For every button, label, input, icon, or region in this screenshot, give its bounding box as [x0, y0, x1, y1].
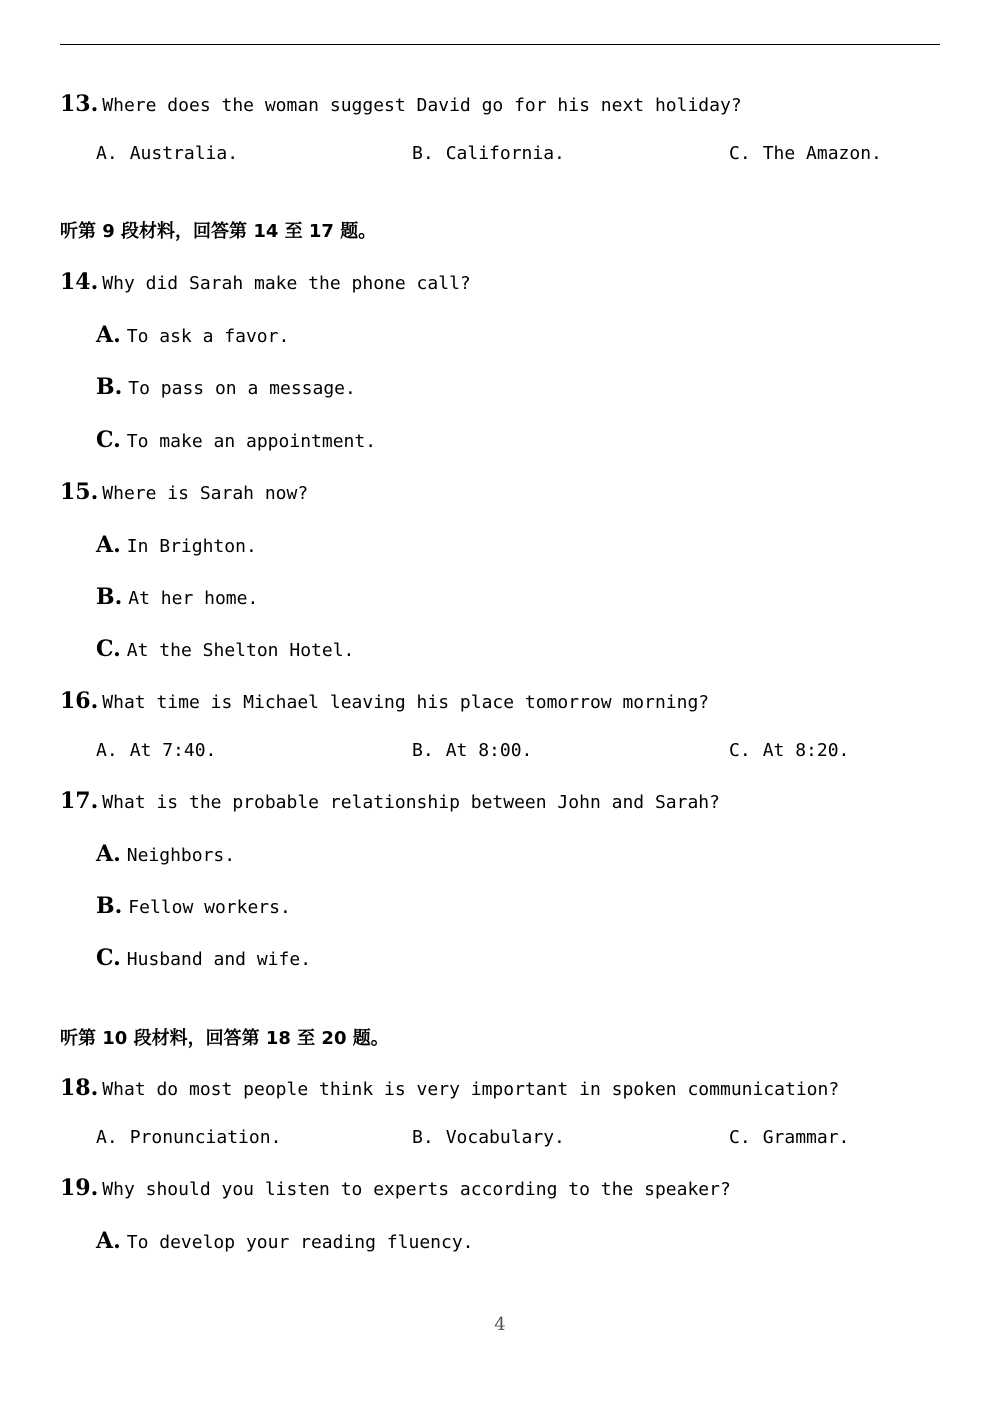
option-17c [96, 946, 311, 972]
option-text: The Amazon. [762, 143, 882, 164]
option-17b [96, 894, 291, 920]
option-letter: B. [96, 893, 123, 919]
option-letter: A. [96, 143, 118, 164]
option-letter: C. [729, 740, 751, 761]
question-16 [60, 689, 709, 715]
option-text: Grammar. [762, 1127, 850, 1148]
question-19 [60, 1176, 731, 1202]
section-heading-10: 听第 10 段材料，回答第 18 至 20 题。 [60, 1028, 389, 1049]
question-17 [60, 789, 720, 815]
option-text: At 8:20. [762, 740, 850, 761]
option-letter: A. [96, 1127, 118, 1148]
question-number: 16. [60, 688, 99, 714]
option-14b [96, 375, 356, 401]
question-text: What do most people think is very important in spoken communication? [102, 1079, 840, 1100]
question-text: Why did Sarah make the phone call? [102, 273, 471, 294]
option-text: Husband and wife. [126, 949, 312, 970]
option-letter: C. [729, 1127, 751, 1148]
option-text: To make an appointment. [126, 431, 377, 452]
option-text: In Brighton. [126, 536, 257, 557]
option-text: At 7:40. [129, 740, 217, 761]
option-text: To ask a favor. [126, 326, 290, 347]
option-16a [96, 739, 216, 763]
option-16c [729, 739, 849, 763]
question-text: Why should you listen to experts according to the speaker? [102, 1179, 731, 1200]
option-letter: C. [729, 143, 751, 164]
question-text: What time is Michael leaving his place tomorrow morning? [102, 692, 710, 713]
option-text: To develop your reading fluency. [126, 1232, 474, 1253]
option-text: Vocabulary. [445, 1127, 565, 1148]
question-13 [60, 92, 742, 118]
question-number: 13. [60, 91, 99, 117]
option-text: Fellow workers. [128, 897, 291, 918]
option-16b [412, 739, 532, 763]
option-letter: B. [96, 374, 123, 400]
question-18 [60, 1076, 839, 1102]
option-17a [96, 842, 235, 868]
question-14 [60, 270, 471, 296]
option-14a [96, 323, 289, 349]
question-number: 17. [60, 788, 99, 814]
question-text: Where does the woman suggest David go for his next holiday? [102, 95, 742, 116]
option-letter: A. [96, 1228, 121, 1254]
option-letter: B. [412, 1127, 434, 1148]
option-13c [729, 142, 882, 166]
option-14c [96, 428, 376, 454]
option-letter: A. [96, 841, 121, 867]
option-13a [96, 142, 238, 166]
option-letter: C. [96, 427, 121, 453]
question-number: 18. [60, 1075, 99, 1101]
option-15c [96, 637, 354, 663]
option-text: At the Shelton Hotel. [126, 640, 355, 661]
question-number: 19. [60, 1175, 99, 1201]
question-number: 14. [60, 269, 99, 295]
option-15b [96, 585, 258, 611]
option-text: Neighbors. [126, 845, 236, 866]
page-number: 4 [494, 1314, 506, 1335]
option-18c [729, 1126, 849, 1150]
option-18b [412, 1126, 565, 1150]
header-rule [60, 44, 940, 45]
section-heading-9: 听第 9 段材料，回答第 14 至 17 题。 [60, 221, 377, 242]
question-15 [60, 480, 308, 506]
option-letter: A. [96, 740, 118, 761]
option-19a [96, 1229, 474, 1255]
option-text: To pass on a message. [128, 378, 356, 399]
option-letter: C. [96, 945, 121, 971]
option-letter: A. [96, 322, 121, 348]
option-18a [96, 1126, 281, 1150]
option-letter: C. [96, 636, 121, 662]
option-text: California. [445, 143, 565, 164]
option-text: At her home. [128, 588, 259, 609]
option-text: Australia. [129, 143, 239, 164]
option-13b [412, 142, 565, 166]
option-letter: A. [96, 532, 121, 558]
option-15a [96, 533, 257, 559]
option-letter: B. [412, 143, 434, 164]
option-text: Pronunciation. [129, 1127, 282, 1148]
question-text: Where is Sarah now? [102, 483, 309, 504]
option-letter: B. [412, 740, 434, 761]
question-number: 15. [60, 479, 99, 505]
option-text: At 8:00. [445, 740, 533, 761]
option-letter: B. [96, 584, 123, 610]
question-text: What is the probable relationship between John and Sarah? [102, 792, 720, 813]
